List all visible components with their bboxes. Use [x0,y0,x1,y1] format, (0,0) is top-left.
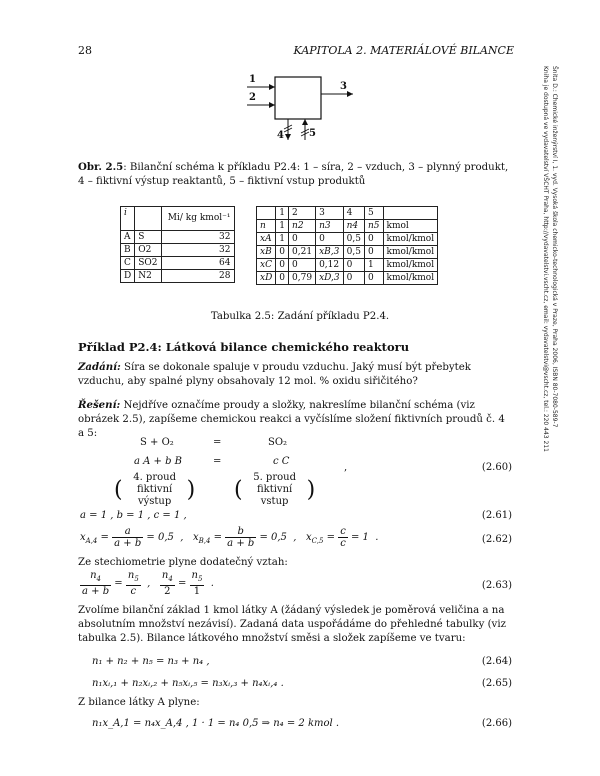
stream-label-1: 1 [249,74,256,85]
figure-caption [78,160,514,189]
component-table [120,206,235,283]
table-row: A S 32 [121,231,235,244]
eq65: n₁xᵢ,₁ + n₂xᵢ,₂ + n₅xᵢ,₅ = n₃xᵢ,₃ + n₄xᵢ,₄ . [92,678,284,689]
table-row: xD 0 0,79 xD,3 0 0 kmol/kmol [257,272,438,285]
table-row: n 1 n2 n3 n4 n5 kmol [257,220,438,233]
table-caption: Tabulka 2.5: Zadání příkladu P2.4. [210,311,390,322]
table-row: xC 0 0 0,12 0 1 kmol/kmol [257,259,438,272]
table-row: 1 2 3 4 5 [257,207,438,220]
table-left-header-i: i [121,207,135,231]
reactor-box [275,77,321,119]
chapter-title: KAPITOLA 2. MATERIÁLOVÉ BILANCE [293,44,514,57]
table-row: xB 0 0,21 xB,3 0,5 0 kmol/kmol [257,246,438,259]
stechiometry-text: Ze stechiometrie plyne dodatečný vztah: [78,557,288,568]
eq64-number: (2.64) [481,656,512,667]
eq61: a = 1 , b = 1 , c = 1 , [80,510,187,521]
eq62: $x_{A,4}$ = $\frac{a}{a + b}$ = 0,5 , $x_{B,4}$ = $\frac{b}{a + b}$ = 0,5 , $x_{C,5}$ = $\frac{c}{c}$ = 1 . [80,526,379,549]
eq61-number: (2.61) [481,510,512,521]
eq63: $\frac{n_4}{a + b}$ = $\frac{n_5}{c}$ , $\frac{n_4}{2}$ = $\frac{n_5}{1}$ . [82,570,214,597]
eq66-number: (2.66) [481,718,512,729]
eq65-number: (2.65) [481,678,512,689]
balance-a-text: Z bilance látky A plyne: [78,697,200,708]
solution-intro [78,398,514,441]
eq63-number: (2.63) [481,580,512,591]
zadani-text: Síra se dokonale spaluje v proudu vzduchu. Jaký musí být přebytek vzduchu, aby spalné plyny obsahovaly 12 mol. % oxidu siřičitého? [78,362,471,387]
stream-label-4: 4 [277,130,284,141]
table-left-header-mi: Mi/ kg kmol⁻¹ [161,207,234,231]
eq62-number: (2.62) [481,534,512,545]
eq60-paren-1: ( 4. proud fiktivní výstup ) [114,472,196,507]
problem-statement [78,360,514,389]
eq66: n₁x_A,1 = n₄x_A,4 , 1 · 1 = n₄ 0,5 ⇒ n₄ = 2 kmol . [92,718,340,729]
basis-paragraph: Zvolíme bilanční základ 1 kmol látky A (žádaný výsledek je poměrová veličina a na absolutním množství nezávisí). Zadaná data uspořádáme do přehledné tabulky (viz tabulka 2.5). Bilance látkového množství směsi a složek zapíšeme ve tvaru: [78,605,506,644]
sidebar-line-1: Šnita D.: Chemické inženýrství I, 1. vyd. Vysoká škola chemicko-technologická v Praze, Praha 2006, ISBN 80-7080-589-7 [551,66,558,428]
eq60-l1b: SO₂ [268,437,288,448]
table-row: C SO2 64 [121,257,235,270]
eq60-l2a: a A + b B [134,456,183,467]
eq60-eq1: = [213,437,222,448]
table-row: B O2 32 [121,244,235,257]
sidebar-line-2: Kniha je dostupná ve vydavatelství VŠCHT Praha, http://vydavatelstvi.vscht.cz, email: vydavatelstvi@vscht.cz, tel.: 220 443 211 [542,66,549,452]
balance-scheme-figure [225,72,375,152]
stream-label-2: 2 [249,92,256,103]
eq60-l2b: c C [273,456,290,467]
figure-caption-label: Obr. 2.5 [78,161,124,173]
table-row: xA 1 0 0 0,5 0 kmol/kmol [257,233,438,246]
stream-table [256,206,438,285]
table-row: D N2 28 [121,270,235,283]
eq60-paren-2: ( 5. proud fiktivní vstup ) [234,472,316,507]
eq60-l1a: S + O₂ [140,437,174,448]
sidebar-citation [519,66,559,526]
section-title: Příklad P2.4: Látková bilance chemického reaktoru [78,340,410,354]
eq60-comma: , [344,462,348,473]
figure-caption-text: : Bilanční schéma k příkladu P2.4: 1 – síra, 2 – vzduch, 3 – plynný produkt, 4 – fiktivní výstup reaktantů, 5 – fiktivní vstup produktů [78,162,509,187]
zadani-label: Zadání: [78,361,121,373]
reseni-label: Řešení: [78,399,121,411]
eq64: n₁ + n₂ + n₅ = n₃ + n₄ , [92,656,210,667]
eq60-eq2: = [213,456,222,467]
stream-label-5: 5 [309,128,316,139]
reseni-text: Nejdříve označíme proudy a složky, nakreslíme bilanční schéma (viz obrázek 2.5), zapíšeme chemickou reakci a vyčíslíme složení fiktivních proudů č. 4 a 5: [78,400,505,439]
stream-label-3: 3 [340,81,347,92]
eq60-number: (2.60) [481,462,512,473]
page-number: 28 [78,44,92,57]
